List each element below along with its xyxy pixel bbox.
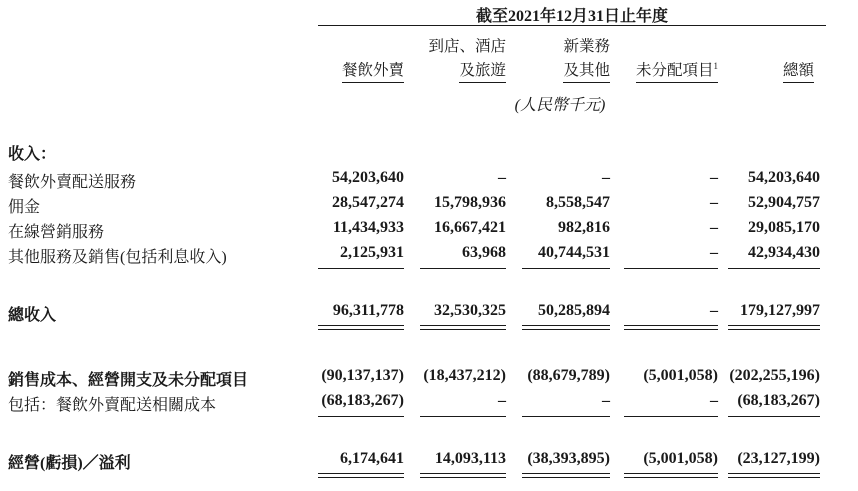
table-cell: 54,203,640 (332, 169, 404, 186)
table-cell: 2,125,931 (340, 244, 404, 261)
column-header-label: 未分配項目 (635, 62, 714, 79)
total-double-rule (522, 473, 610, 478)
table-cell: (18,437,212) (423, 367, 506, 384)
section-label-revenue: 收入： (8, 146, 57, 163)
table-cell: – (710, 169, 718, 186)
column-header-label: 總額 (783, 60, 814, 83)
table-cell: – (498, 169, 506, 186)
period-header-rule (318, 25, 826, 26)
row-label-commission: 佣金 (8, 199, 41, 216)
table-cell: 54,203,640 (748, 169, 820, 186)
table-cell: – (710, 244, 718, 261)
period-header: 截至2021年12月31日止年度 (475, 8, 668, 25)
row-label-costs-and-expenses: 銷售成本、經營開支及未分配項目 (8, 372, 249, 389)
column-header-unallocated (620, 36, 718, 83)
table-cell: 14,093,113 (434, 450, 506, 467)
subtotal-rule (624, 416, 718, 417)
row-label-total-revenues: 總收入 (8, 307, 57, 324)
table-cell: – (602, 392, 610, 409)
table-cell: 40,744,531 (538, 244, 610, 261)
currency-note: (人民幣千元) (514, 97, 606, 114)
table-cell: 6,174,641 (340, 450, 404, 467)
table-cell: (5,001,058) (643, 367, 718, 384)
table-cell: 16,667,421 (434, 219, 506, 236)
subtotal-rule (728, 268, 820, 269)
column-header-label: 及其他 (563, 60, 610, 83)
table-cell: 52,904,757 (748, 194, 820, 211)
column-header-in-store-hotel-travel (412, 36, 506, 83)
row-label-operating-profit-loss: 經營(虧損)／溢利 (8, 455, 131, 472)
table-cell: 50,285,894 (538, 302, 610, 319)
footnote-marker: 1 (713, 60, 718, 71)
table-cell: 29,085,170 (748, 219, 820, 236)
table-cell: – (498, 392, 506, 409)
subtotal-rule (420, 268, 506, 269)
subtotal-rule (522, 416, 610, 417)
subtotal-rule (318, 268, 404, 269)
table-cell: (90,137,137) (321, 367, 404, 384)
total-double-rule (624, 473, 718, 478)
table-cell: – (710, 392, 718, 409)
table-cell: (68,183,267) (737, 392, 820, 409)
table-cell: (202,255,196) (729, 367, 820, 384)
table-cell: (23,127,199) (737, 450, 820, 467)
subtotal-rule (728, 416, 820, 417)
column-header-line1: 到店、酒店 (428, 38, 506, 55)
subtotal-rule (624, 268, 718, 269)
table-cell: 63,968 (462, 244, 506, 261)
table-cell: 32,530,325 (434, 302, 506, 319)
table-cell: 11,434,933 (332, 219, 404, 236)
column-header-line1: 新業務 (563, 38, 610, 55)
row-label-other-services: 其他服務及銷售(包括利息收入) (8, 249, 227, 266)
table-cell: (5,001,058) (643, 450, 718, 467)
total-double-rule (522, 325, 610, 330)
subtotal-rule (522, 268, 610, 269)
table-cell: 42,934,430 (748, 244, 820, 261)
table-cell: (38,393,895) (527, 450, 610, 467)
column-header-label: 餐飲外賣 (342, 60, 404, 83)
total-double-rule (728, 325, 820, 330)
table-cell: – (710, 194, 718, 211)
column-header-total (728, 36, 814, 83)
total-double-rule (318, 325, 404, 330)
column-header-food-delivery (318, 36, 404, 83)
total-double-rule (318, 473, 404, 478)
total-double-rule (420, 325, 506, 330)
column-header-label: 及旅遊 (459, 60, 506, 83)
table-cell: – (602, 169, 610, 186)
total-double-rule (624, 325, 718, 330)
table-cell: 28,547,274 (332, 194, 404, 211)
total-double-rule (420, 473, 506, 478)
subtotal-rule (420, 416, 506, 417)
row-label-food-delivery-services: 餐飲外賣配送服務 (8, 174, 137, 191)
table-cell: – (710, 302, 718, 319)
total-double-rule (728, 473, 820, 478)
row-label-online-marketing: 在線營銷服務 (8, 224, 105, 241)
table-cell: 15,798,936 (434, 194, 506, 211)
table-cell: 96,311,778 (332, 302, 404, 319)
column-header-new-initiatives (518, 36, 610, 83)
table-cell: 8,558,547 (546, 194, 610, 211)
table-cell: 982,816 (558, 219, 610, 236)
table-cell: (68,183,267) (321, 392, 404, 409)
subtotal-rule (318, 416, 404, 417)
table-cell: (88,679,789) (527, 367, 610, 384)
table-cell: – (710, 219, 718, 236)
row-label-including-delivery-costs: 包括：餐飲外賣配送相關成本 (8, 397, 217, 414)
table-cell: 179,127,997 (740, 302, 820, 319)
